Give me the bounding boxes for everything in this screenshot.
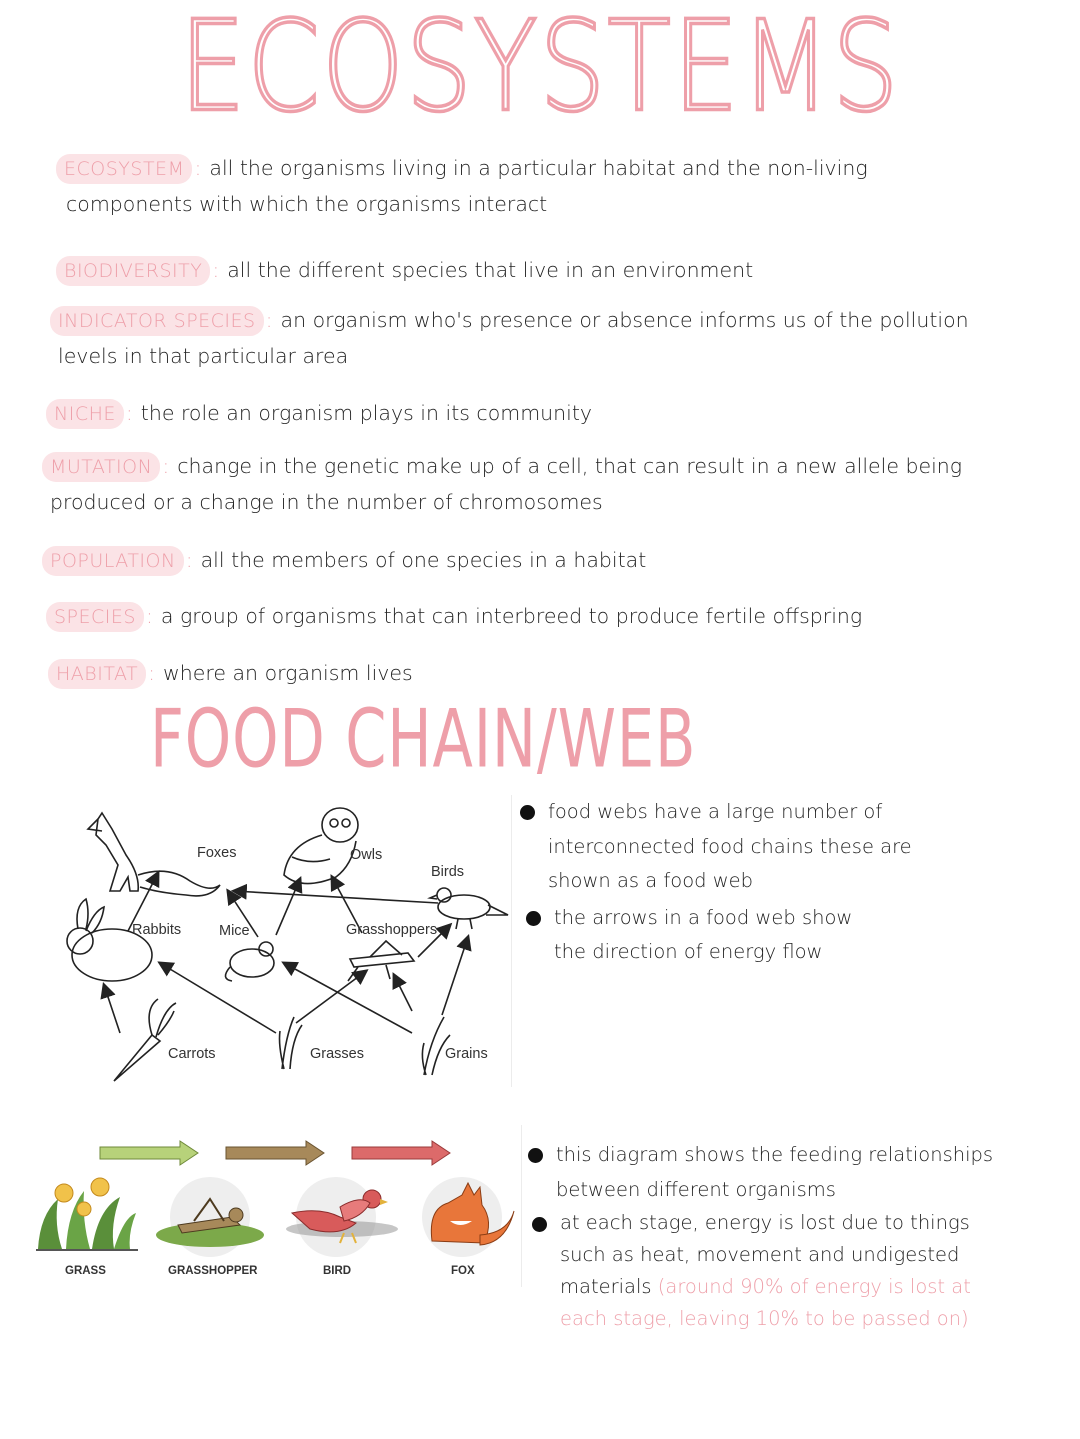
label-mice: Mice [219, 923, 250, 939]
owl-icon [284, 808, 358, 884]
grasshopper-icon [156, 1177, 264, 1257]
definition-text: all the organisms living in a particular habitat and the non-living [209, 156, 868, 180]
label-rabbits: Rabbits [132, 922, 182, 938]
term-badge: SPECIES [46, 602, 144, 632]
term-badge: MUTATION [42, 452, 160, 482]
bullet-point [526, 901, 912, 970]
food-chain-notes [528, 1138, 993, 1335]
arrow-grains-to-grasshoppers [394, 975, 412, 1011]
grass-icon [280, 1017, 303, 1069]
carrot-icon [114, 999, 176, 1081]
note-line: interconnected food chains these are [548, 834, 912, 858]
definition-niche: NICHE : the role an organism plays in its community [46, 395, 592, 431]
bird-icon [286, 1177, 398, 1257]
label-owls: Owls [350, 847, 383, 863]
arrow-mice-to-owls [276, 879, 300, 935]
chain-arrow-1 [100, 1141, 198, 1165]
grass-icon [36, 1178, 138, 1250]
page-title: ECOSYSTEMS [179, 0, 901, 140]
arrow-grasses-to-rabbits [160, 963, 276, 1033]
label-grasshopper: GRASSHOPPER [168, 1265, 258, 1277]
note-line: the arrows in a food web show [554, 905, 853, 929]
fox-icon [422, 1177, 514, 1257]
note-line: shown as a food web [548, 869, 754, 892]
grasshopper-icon [348, 941, 414, 981]
definition-biodiversity: BIODIVERSITY : all the different species that live in an environment [56, 252, 753, 288]
arrow-carrots-to-rabbits [104, 985, 120, 1033]
mouse-icon [225, 942, 274, 981]
term-badge: POPULATION [42, 546, 184, 576]
term-badge: ECOSYSTEM [56, 154, 192, 184]
definition-indicator-species: INDICATOR SPECIES : an organism who's presence or absence informs us of the pollution levels in that particular area [50, 302, 969, 374]
bird-icon [430, 888, 508, 929]
definition-text: where an organism lives [163, 661, 413, 685]
definition-text: a group of organisms that can interbreed to produce fertile offspring [160, 604, 863, 628]
label-carrots: Carrots [168, 1046, 216, 1062]
definition-text: all the different species that live in an environment [227, 258, 754, 282]
food-web-svg [40, 795, 512, 1087]
definition-text: an organism who's presence or absence informs us of the pollution [280, 308, 969, 332]
definition-text: produced or a change in the number of chromosomes [50, 490, 603, 514]
term-badge: BIODIVERSITY [56, 256, 210, 286]
arrow-grains-to-birds [442, 937, 468, 1015]
note-line: materials [560, 1275, 652, 1298]
food-chain-diagram [10, 1125, 522, 1290]
energy-arrows [104, 873, 468, 1033]
section-title-food-chain-web: FOOD CHAIN/WEB [150, 691, 697, 786]
bullet-point [532, 1207, 993, 1335]
definition-population: POPULATION : all the members of one species in a habitat [42, 542, 646, 578]
label-grains: Grains [445, 1046, 488, 1062]
chain-arrow-2 [226, 1141, 324, 1165]
term-badge: HABITAT [48, 659, 146, 689]
definition-species: SPECIES : a group of organisms that can interbreed to produce fertile offspring [46, 598, 862, 634]
definition-mutation: MUTATION : change in the genetic make up of a cell, that can result in a new allele being produced or a change in the number of chromosomes [42, 448, 962, 520]
food-web-notes [520, 795, 912, 970]
note-aside: each stage, leaving 10% to be passed on) [560, 1307, 969, 1330]
definition-text: the role an organism plays in its community [140, 401, 593, 425]
food-web-diagram [40, 795, 512, 1087]
note-line: the direction of energy flow [554, 940, 823, 963]
note-line: such as heat, movement and undigested [560, 1243, 960, 1266]
divider [511, 795, 512, 1087]
arrow-grasses-to-grasshoppers [296, 971, 366, 1023]
arrow-birds-to-foxes [234, 891, 438, 903]
note-line: between different organisms [556, 1177, 836, 1201]
divider [521, 1125, 522, 1287]
rabbit-icon [67, 899, 152, 981]
term-badge: INDICATOR SPECIES [50, 306, 264, 336]
bullet-point [520, 795, 912, 899]
definition-text: levels in that particular area [58, 344, 349, 368]
label-grasses: Grasses [310, 1046, 364, 1062]
term-badge: NICHE [46, 399, 124, 429]
label-grasshoppers: Grasshoppers [346, 922, 438, 938]
arrow-grains-to-mice [284, 963, 412, 1033]
note-line: this diagram shows the feeding relationships [556, 1143, 994, 1166]
definition-ecosystem: ECOSYSTEM : all the organisms living in a particular habitat and the non-living components with which the organisms interact [56, 150, 868, 222]
bullet-point [528, 1138, 993, 1207]
label-fox: FOX [451, 1265, 475, 1277]
label-foxes: Foxes [197, 845, 237, 861]
label-bird: BIRD [323, 1265, 352, 1277]
note-line: food webs have a large number of [548, 800, 883, 823]
chain-arrow-3 [352, 1141, 450, 1165]
definition-text: all the members of one species in a habitat [200, 548, 647, 572]
note-aside: (around 90% of energy is lost at [657, 1275, 971, 1298]
definition-habitat: HABITAT : where an organism lives [48, 655, 413, 691]
label-birds: Birds [431, 864, 465, 880]
note-line: at each stage, energy is lost due to things [560, 1211, 970, 1234]
definition-text: components with which the organisms interact [66, 192, 548, 216]
definition-text: change in the genetic make up of a cell, that can result in a new allele being [177, 454, 963, 478]
label-grass: GRASS [65, 1265, 106, 1277]
